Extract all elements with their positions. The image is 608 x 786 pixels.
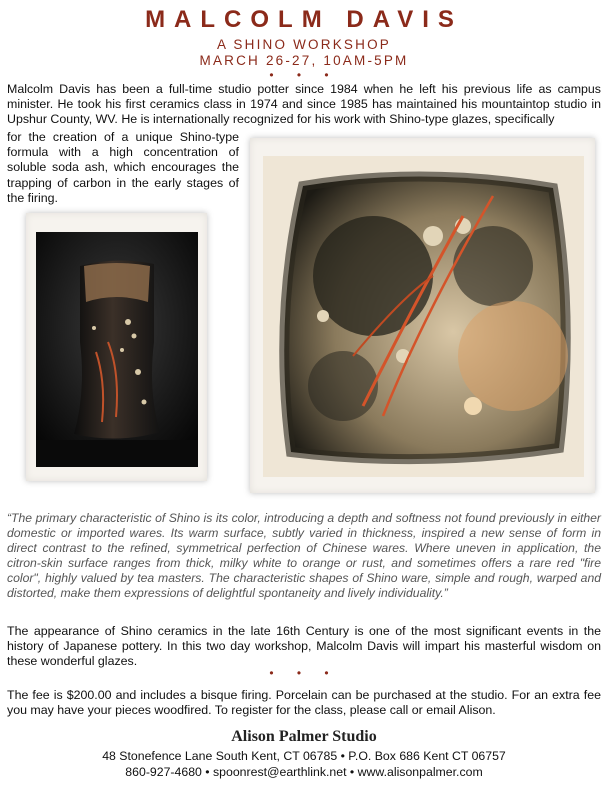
fee-paragraph: The fee is $200.00 and includes a bisque firing. Porcelain can be purchased at the studio. For an extra fee you may have your pieces woodfired. To register for the class, please call or email Alison. xyxy=(7,688,601,718)
divider-dots-bottom: • • • xyxy=(269,666,339,680)
intro-paragraph-continued: for the creation of a unique Shino-type formula with a high concentration of soluble soda ash, which encourages the trapping of carbon in the early stages of the firing. xyxy=(7,130,239,205)
plate-photo-frame xyxy=(250,138,595,493)
appearance-paragraph: The appearance of Shino ceramics in the late 16th Century is one of the most significant events in the history of Japanese pottery. In this two day workshop, Malcolm Davis will impart his masterful wisdom on these wonderful glazes. xyxy=(7,624,601,669)
vase-photo-frame xyxy=(26,213,207,481)
vase-photo xyxy=(36,232,198,467)
studio-name: Alison Palmer Studio xyxy=(231,728,377,745)
workshop-subtitle: A SHINO WORKSHOP xyxy=(217,37,391,52)
plate-photo xyxy=(263,156,584,477)
shino-quote: “The primary characteristic of Shino is its color, introducing a depth and softness not found previously in either domestic or imported wares. Its warm surface, subtly varied in thickness, inspired a new sense of form in direct contrast to the refined, symmetrical perfection of Chinese wares. Where uneven in application, the citron-skin surface ranges from thick, milky white to orange or rust, and sometimes offers a rare red "fire color", highly valued by tea masters. The characteristic shapes of Shino ware, simple and rough, warped and distorted, make them expressions of delightful spontaneity and lively individuality.” xyxy=(7,511,601,601)
intro-paragraph: Malcolm Davis has been a full-time studio potter since 1984 when he left his previous life as campus minister. He took his first ceramics class in 1974 and since 1985 has maintained his mountaintop studio in Upshur County, WV. He is internationally recognized for his work with Shino-type glazes, specifically xyxy=(7,82,601,127)
workshop-dates: MARCH 26-27, 10AM-5PM xyxy=(199,53,409,68)
studio-contact: 860-927-4680 • spoonrest@earthlink.net • www.alisonpalmer.com xyxy=(125,765,483,779)
divider-dots-top: • • • xyxy=(269,68,339,82)
page-title: MALCOLM DAVIS xyxy=(145,6,463,33)
studio-address: 48 Stonefence Lane South Kent, CT 06785 • P.O. Box 686 Kent CT 06757 xyxy=(102,749,506,763)
